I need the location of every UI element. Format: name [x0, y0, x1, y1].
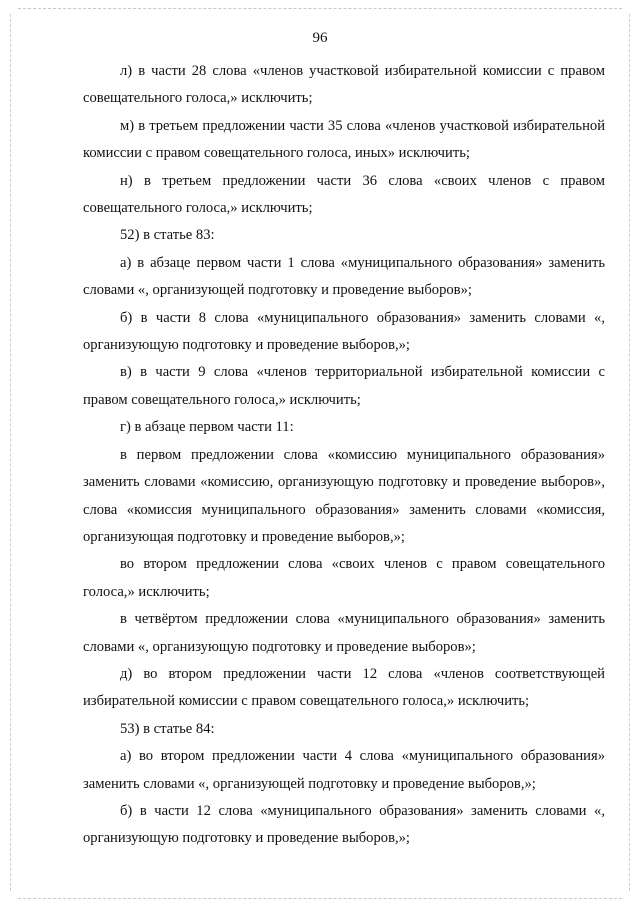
scan-edge-bottom	[18, 898, 622, 899]
paragraph-52-a: а) в абзаце первом части 1 слова «муниципального образования» заменить словами «, организующей подготовку и проведение выборов»;	[83, 254, 605, 299]
document-body	[83, 58, 605, 853]
paragraph-item-53: 53) в статье 84:	[120, 720, 215, 737]
scan-edge-top	[18, 8, 622, 9]
paragraph-l: л) в части 28 слова «членов участковой избирательной комиссии с правом совещательного голоса,» исключить;	[83, 63, 605, 107]
paragraph-m: м) в третьем предложении части 35 слова «членов участковой избирательной комиссии с правом совещательного голоса, иных» исключить;	[83, 117, 605, 162]
scan-edge-right	[629, 14, 630, 891]
paragraph-53-a: а) во втором предложении части 4 слова «муниципального образования» заменить словами «, организующей подготовку и проведение выборов,»;	[83, 748, 605, 792]
paragraph-item-52: 52) в статье 83:	[120, 227, 215, 244]
paragraph-52-g-second-sentence: во втором предложении слова «своих членов с правом совещательного голоса,» исключить;	[83, 556, 605, 600]
paragraph-52-v: в) в части 9 слова «членов территориальной избирательной комиссии с правом совещательного голоса,» исключить;	[83, 364, 605, 408]
scan-edge-left	[10, 14, 11, 891]
paragraph-52-g-first-sentence: в первом предложении слова «комиссию муниципального образования» заменить словами «комиссию, организующую подготовку и проведение выборов», слова «комиссия муниципального образования» заменить словами «комиссия, организующая подготовку и проведение выборов,»;	[83, 446, 605, 545]
paragraph-52-b: б) в части 8 слова «муниципального образования» заменить словами «, организующую подготовку и проведение выборов,»;	[83, 309, 605, 354]
paragraph-53-b: б) в части 12 слова «муниципального образования» заменить словами «, организующую подготовку и проведение выборов,»;	[83, 802, 605, 847]
paragraph-n: н) в третьем предложении части 36 слова «своих членов с правом совещательного голоса,» исключить;	[83, 172, 605, 217]
paragraph-52-g-fourth-sentence: в четвёртом предложении слова «муниципального образования» заменить словами «, организующую подготовку и проведение выборов»;	[83, 611, 605, 655]
paragraph-52-d: д) во втором предложении части 12 слова «членов соответствующей избирательной комиссии с правом совещательного голоса,» исключить;	[83, 665, 605, 710]
paragraph-52-g: г) в абзаце первом части 11:	[120, 419, 294, 436]
page-number: 96	[312, 30, 328, 46]
